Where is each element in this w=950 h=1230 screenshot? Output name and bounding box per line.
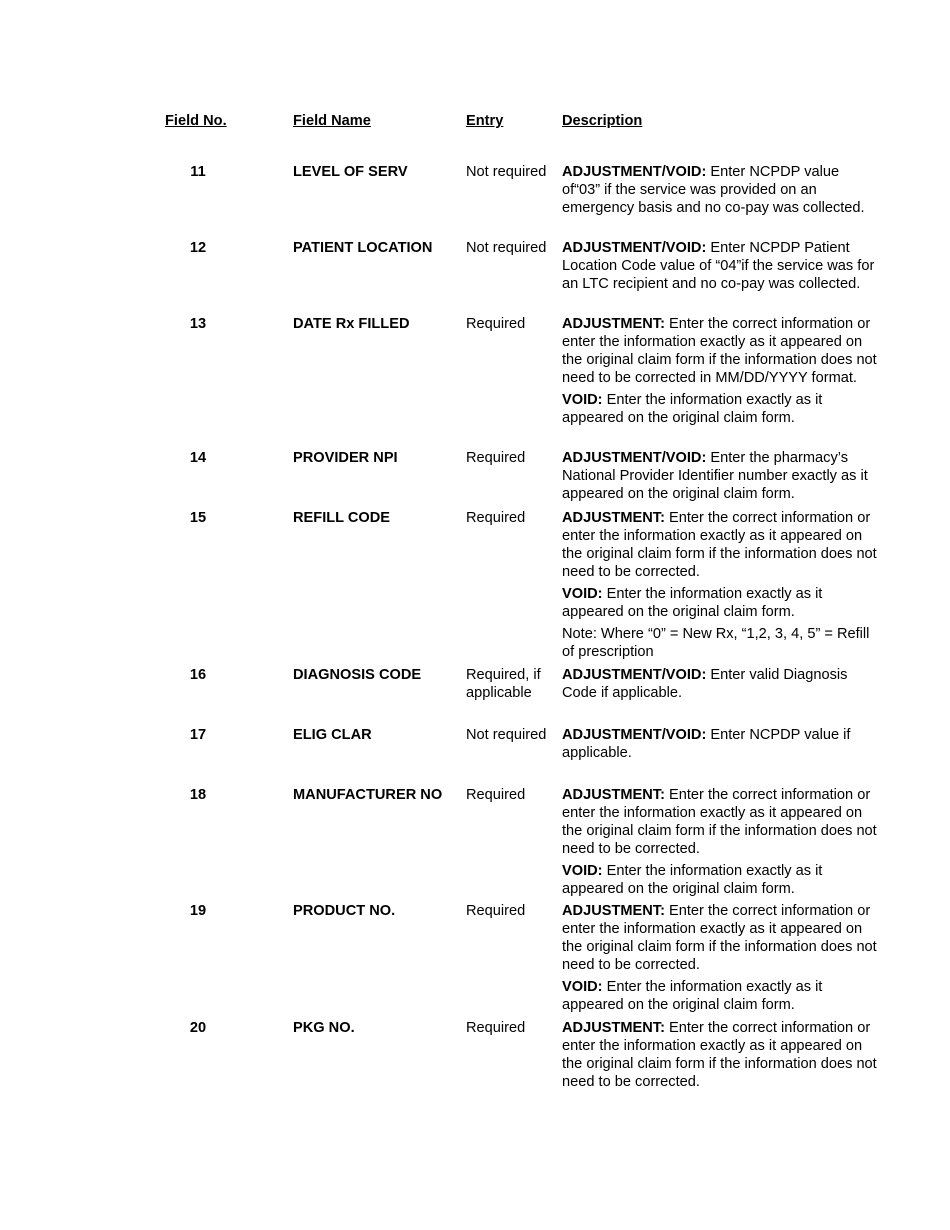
field-name: PATIENT LOCATION — [293, 240, 433, 256]
field-number: 20 — [189, 1020, 207, 1036]
description-paragraph — [562, 585, 880, 621]
field-number: 14 — [189, 450, 207, 466]
description-label: ADJUSTMENT: — [562, 903, 665, 919]
field-number: 12 — [189, 240, 207, 256]
description-paragraph — [562, 786, 880, 858]
description-label: VOID: — [562, 586, 603, 602]
field-name: PROVIDER NPI — [293, 450, 398, 466]
field-entry: Required — [466, 1020, 526, 1036]
description-label: ADJUSTMENT/VOID: — [562, 667, 707, 683]
description-paragraph — [562, 509, 880, 581]
field-name: MANUFACTURER NO — [293, 787, 443, 803]
field-name: DIAGNOSIS CODE — [293, 667, 422, 683]
field-number: 18 — [189, 787, 207, 803]
field-description — [562, 239, 880, 297]
description-paragraph — [562, 666, 880, 702]
field-entry: Required — [466, 787, 526, 803]
description-label: ADJUSTMENT/VOID: — [562, 164, 707, 180]
description-text: Note: Where “0” = New Rx, “1,2, 3, 4, 5” = Refill of prescription — [562, 626, 870, 660]
field-name: REFILL CODE — [293, 510, 391, 526]
field-entry: Not required — [466, 240, 547, 256]
description-paragraph — [562, 902, 880, 974]
description-paragraph — [562, 862, 880, 898]
description-text: Enter the pharmacy’s National Provider Identifier number exactly as it appeared on the original claim form. — [562, 450, 868, 502]
description-paragraph — [562, 625, 880, 661]
description-text: Enter the information exactly as it appeared on the original claim form. — [562, 392, 823, 426]
description-text: Enter the correct information or enter the information exactly as it appeared on the original claim form if the information does not need to be corrected in MM/DD/YYYY format. — [562, 316, 877, 386]
description-text: Enter the correct information or enter the information exactly as it appeared on the original claim form if the information does not need to be corrected. — [562, 903, 877, 973]
description-paragraph — [562, 449, 880, 503]
description-paragraph — [562, 978, 880, 1014]
description-label: ADJUSTMENT/VOID: — [562, 727, 707, 743]
field-entry: Required — [466, 510, 526, 526]
description-paragraph — [562, 1019, 880, 1091]
description-label: ADJUSTMENT: — [562, 510, 665, 526]
header-description: Description — [562, 113, 643, 129]
field-description — [562, 315, 880, 431]
field-entry: Not required — [466, 164, 547, 180]
description-text: Enter NCPDP value if applicable. — [562, 727, 851, 761]
field-number: 19 — [189, 903, 207, 919]
field-description — [562, 666, 880, 706]
field-description — [562, 449, 880, 507]
description-label: ADJUSTMENT: — [562, 787, 665, 803]
field-number: 15 — [189, 510, 207, 526]
field-entry: Required — [466, 316, 526, 332]
description-paragraph — [562, 163, 880, 217]
description-label: VOID: — [562, 863, 603, 879]
field-number: 17 — [189, 727, 207, 743]
description-paragraph — [562, 239, 880, 293]
field-number: 13 — [189, 316, 207, 332]
field-name: LEVEL OF SERV — [293, 164, 408, 180]
header-entry: Entry — [466, 113, 504, 129]
header-field-name: Field Name — [293, 113, 371, 129]
field-entry: Not required — [466, 727, 547, 743]
field-number: 11 — [190, 164, 206, 180]
description-text: Enter valid Diagnosis Code if applicable. — [562, 667, 848, 701]
description-label: ADJUSTMENT: — [562, 316, 665, 332]
field-description — [562, 786, 880, 902]
field-description — [562, 902, 880, 1018]
field-description — [562, 509, 880, 665]
description-paragraph — [562, 391, 880, 427]
field-entry: Required — [466, 450, 526, 466]
field-entry: Required — [466, 903, 526, 919]
description-paragraph — [562, 726, 880, 762]
description-label: VOID: — [562, 979, 603, 995]
description-text: Enter the information exactly as it appeared on the original claim form. — [562, 586, 823, 620]
header-field-no: Field No. — [165, 113, 227, 129]
description-label: ADJUSTMENT/VOID: — [562, 240, 707, 256]
field-name: ELIG CLAR — [293, 727, 372, 743]
field-description — [562, 726, 880, 766]
description-label: ADJUSTMENT: — [562, 1020, 665, 1036]
description-label: ADJUSTMENT/VOID: — [562, 450, 707, 466]
description-text: Enter the correct information or enter the information exactly as it appeared on the original claim form if the information does not need to be corrected. — [562, 1020, 877, 1090]
description-text: Enter the information exactly as it appeared on the original claim form. — [562, 979, 823, 1013]
field-number: 16 — [189, 667, 207, 683]
description-text: Enter the correct information or enter the information exactly as it appeared on the original claim form if the information does not need to be corrected. — [562, 787, 877, 857]
field-name: PKG NO. — [293, 1020, 355, 1036]
description-text: Enter the correct information or enter the information exactly as it appeared on the original claim form if the information does not need to be corrected. — [562, 510, 877, 580]
field-entry: Required, if applicable — [466, 667, 541, 701]
field-description — [562, 1019, 880, 1095]
description-label: VOID: — [562, 392, 603, 408]
description-text: Enter NCPDP value of“03” if the service was provided on an emergency basis and no co-pay was collected. — [562, 164, 865, 216]
field-description — [562, 163, 880, 221]
field-name: PRODUCT NO. — [293, 903, 396, 919]
description-text: Enter the information exactly as it appeared on the original claim form. — [562, 863, 823, 897]
field-name: DATE Rx FILLED — [293, 316, 410, 332]
description-paragraph — [562, 315, 880, 387]
description-text: Enter NCPDP Patient Location Code value of “04”if the service was for an LTC recipient and no co-pay was collected. — [562, 240, 875, 292]
